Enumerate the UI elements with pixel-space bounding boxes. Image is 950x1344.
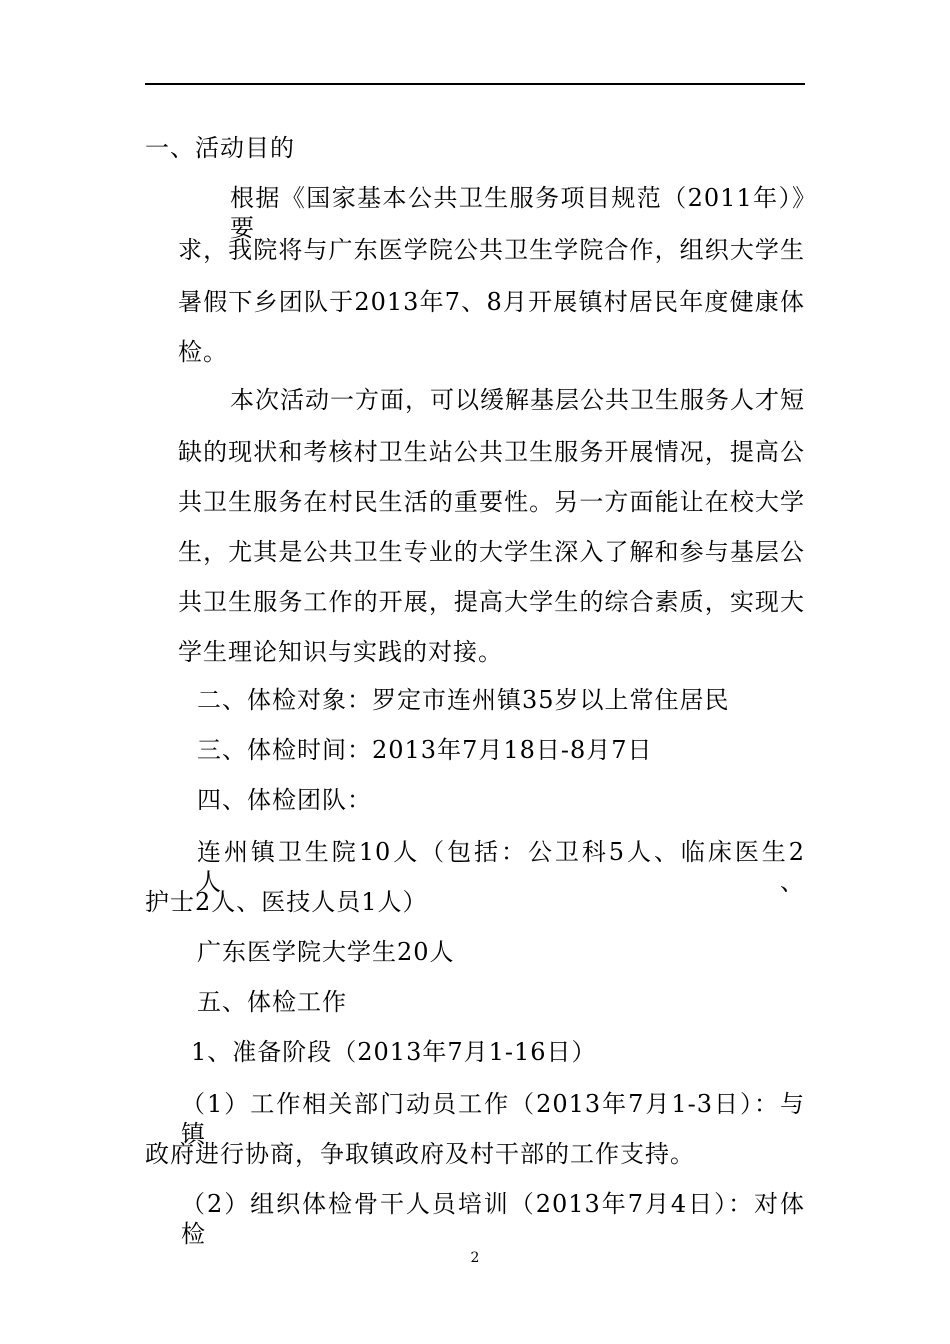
work-item-line: 政府进行协商，争取镇政府及村干部的工作支持。 xyxy=(145,1140,695,1168)
team-line: 连州镇卫生院10人（包括：公卫科5人、临床医生2人、 xyxy=(197,838,805,896)
section-heading-purpose: 一、活动目的 xyxy=(145,134,295,162)
section-heading-team: 四、体检团队： xyxy=(197,786,372,814)
header-rule xyxy=(145,83,805,85)
paragraph-line: 检。 xyxy=(178,338,228,366)
section-heading-work: 五、体检工作 xyxy=(197,988,347,1016)
page-number: 2 xyxy=(470,1250,480,1266)
section-exam-target: 二、体检对象：罗定市连州镇35岁以上常住居民 xyxy=(197,686,730,714)
paragraph-line: 本次活动一方面，可以缓解基层公共卫生服务人才短 xyxy=(230,386,805,414)
paragraph-line: 缺的现状和考核村卫生站公共卫生服务开展情况，提高公 xyxy=(178,438,805,466)
paragraph-line: 共卫生服务工作的开展，提高大学生的综合素质，实现大 xyxy=(178,588,805,616)
stage-heading: 1、准备阶段（2013年7月1-16日） xyxy=(191,1038,597,1066)
work-item-line: （1）工作相关部门动员工作（2013年7月1-3日）：与镇 xyxy=(181,1090,805,1148)
paragraph-line: 暑假下乡团队于2013年7、8月开展镇村居民年度健康体 xyxy=(178,288,805,316)
section-exam-time: 三、体检时间：2013年7月18日-8月7日 xyxy=(197,736,653,764)
work-item-line: （2）组织体检骨干人员培训（2013年7月4日）：对体检 xyxy=(181,1190,805,1248)
paragraph-line: 共卫生服务在村民生活的重要性。另一方面能让在校大学 xyxy=(178,488,805,516)
team-line: 广东医学院大学生20人 xyxy=(197,938,455,966)
paragraph-line: 根据《国家基本公共卫生服务项目规范（2011年）》要 xyxy=(230,184,805,242)
paragraph-line: 学生理论知识与实践的对接。 xyxy=(178,638,503,666)
paragraph-line: 求，我院将与广东医学院公共卫生学院合作，组织大学生 xyxy=(178,236,805,264)
paragraph-line: 生，尤其是公共卫生专业的大学生深入了解和参与基层公 xyxy=(178,538,805,566)
team-line: 护士2人、医技人员1人） xyxy=(145,888,428,916)
